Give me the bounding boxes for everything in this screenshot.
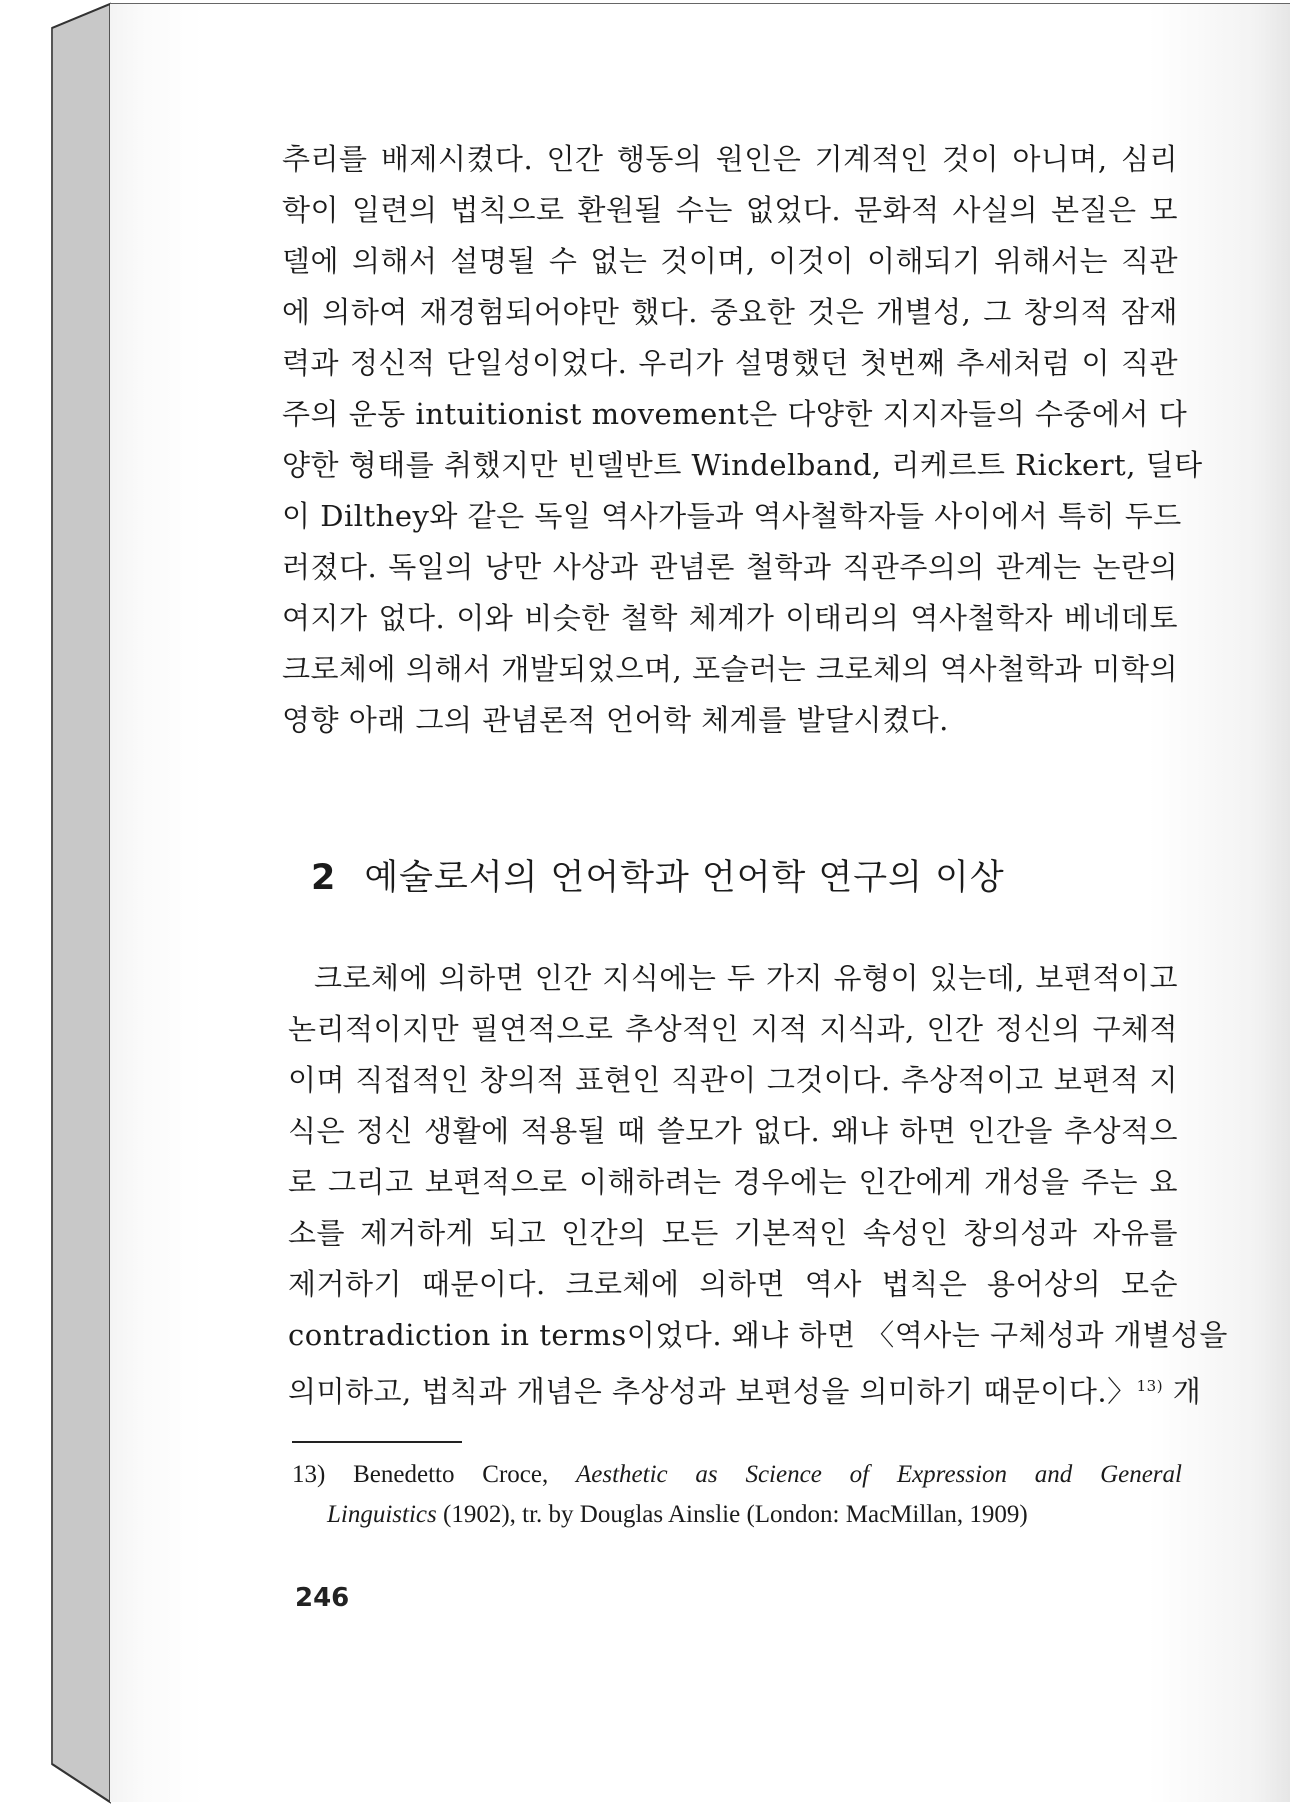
footnote-title-part1: Aesthetic as Science of Expression and General xyxy=(576,1461,1182,1488)
footnote-title-part2: Linguistics xyxy=(327,1501,437,1528)
text-line: 제거하기 때문이다. 크로체에 의하면 역사 법칙은 용어상의 모순 xyxy=(288,1267,1178,1301)
page-number: 246 xyxy=(295,1583,350,1613)
text-line: 이며 직접적인 창의적 표현인 직관이 그것이다. 추상적이고 보편적 지 xyxy=(288,1063,1178,1097)
footnote-author: Benedetto Croce, xyxy=(353,1461,549,1488)
footnote-line-1 xyxy=(292,1455,1182,1495)
footnote-13 xyxy=(292,1455,1182,1535)
text-segment: 의미하고, 법칙과 개념은 추상성과 보편성을 의미하기 때문이다.〉 xyxy=(288,1374,1137,1409)
text-line: 식은 정신 생활에 적용될 때 쓸모가 없다. 왜냐 하면 인간을 추상적으 xyxy=(288,1114,1178,1148)
text-line: 이 Dilthey와 같은 독일 역사가들과 역사철학자들 사이에서 특히 두드 xyxy=(282,499,1182,533)
text-line: 로 그리고 보편적으로 이해하려는 경우에는 인간에게 개성을 주는 요 xyxy=(288,1165,1178,1199)
text-line: 영향 아래 그의 관념론적 언어학 체계를 발달시켰다. xyxy=(282,703,949,737)
footnote-reference: 13) xyxy=(1136,1377,1164,1395)
text-line: 러졌다. 독일의 낭만 사상과 관념론 철학과 직관주의의 관계는 논란의 xyxy=(282,550,1178,584)
text-line: 력과 정신적 단일성이었다. 우리가 설명했던 첫번째 추세처럼 이 직관 xyxy=(282,346,1178,380)
text-line: 크로체에 의하면 인간 지식에는 두 가지 유형이 있는데, 보편적이고 xyxy=(314,961,1178,995)
footnote-rest: (1902), tr. by Douglas Ainslie (London: MacMillan, 1909) xyxy=(443,1501,1028,1528)
text-line: 주의 운동 intuitionist movement은 다양한 지지자들의 수중에서 다 xyxy=(282,397,1188,431)
section-heading xyxy=(311,850,1005,900)
text-line: 논리적이지만 필연적으로 추상적인 지적 지식과, 인간 정신의 구체적 xyxy=(288,1012,1178,1046)
text-line: 소를 제거하게 되고 인간의 모든 기본적인 속성인 창의성과 자유를 xyxy=(288,1216,1178,1250)
text-line: 델에 의해서 설명될 수 없는 것이며, 이것이 이해되기 위해서는 직관 xyxy=(282,244,1178,278)
section-number: 2 xyxy=(311,858,337,898)
footnote-line-2 xyxy=(292,1495,1182,1535)
paragraph-2 xyxy=(288,953,1228,1412)
text-line: 추리를 배제시켰다. 인간 행동의 원인은 기계적인 것이 아니며, 심리 xyxy=(282,142,1178,176)
section-title: 예술로서의 언어학과 언어학 연구의 이상 xyxy=(364,858,1005,898)
footnote-marker: 13) xyxy=(292,1461,326,1488)
text-line xyxy=(288,1361,1202,1412)
text-line: 양한 형태를 취했지만 빈델반트 Windelband, 리케르트 Rickert, 딜타 xyxy=(282,448,1203,482)
text-line: 에 의하여 재경험되어야만 했다. 중요한 것은 개별성, 그 창의적 잠재 xyxy=(282,295,1178,329)
text-line: 학이 일련의 법칙으로 환원될 수는 없었다. 문화적 사실의 본질은 모 xyxy=(282,193,1178,227)
paragraph-1 xyxy=(282,134,1203,746)
text-line: contradiction in terms이었다. 왜냐 하면 〈역사는 구체성과 개별성을 xyxy=(288,1318,1228,1352)
footnote-divider xyxy=(292,1441,462,1443)
text-segment: 개 xyxy=(1163,1374,1202,1409)
text-line: 여지가 없다. 이와 비슷한 철학 체계가 이태리의 역사철학자 베네데토 xyxy=(282,601,1178,635)
text-line: 크로체에 의해서 개발되었으며, 포슬러는 크로체의 역사철학과 미학의 xyxy=(282,652,1178,686)
